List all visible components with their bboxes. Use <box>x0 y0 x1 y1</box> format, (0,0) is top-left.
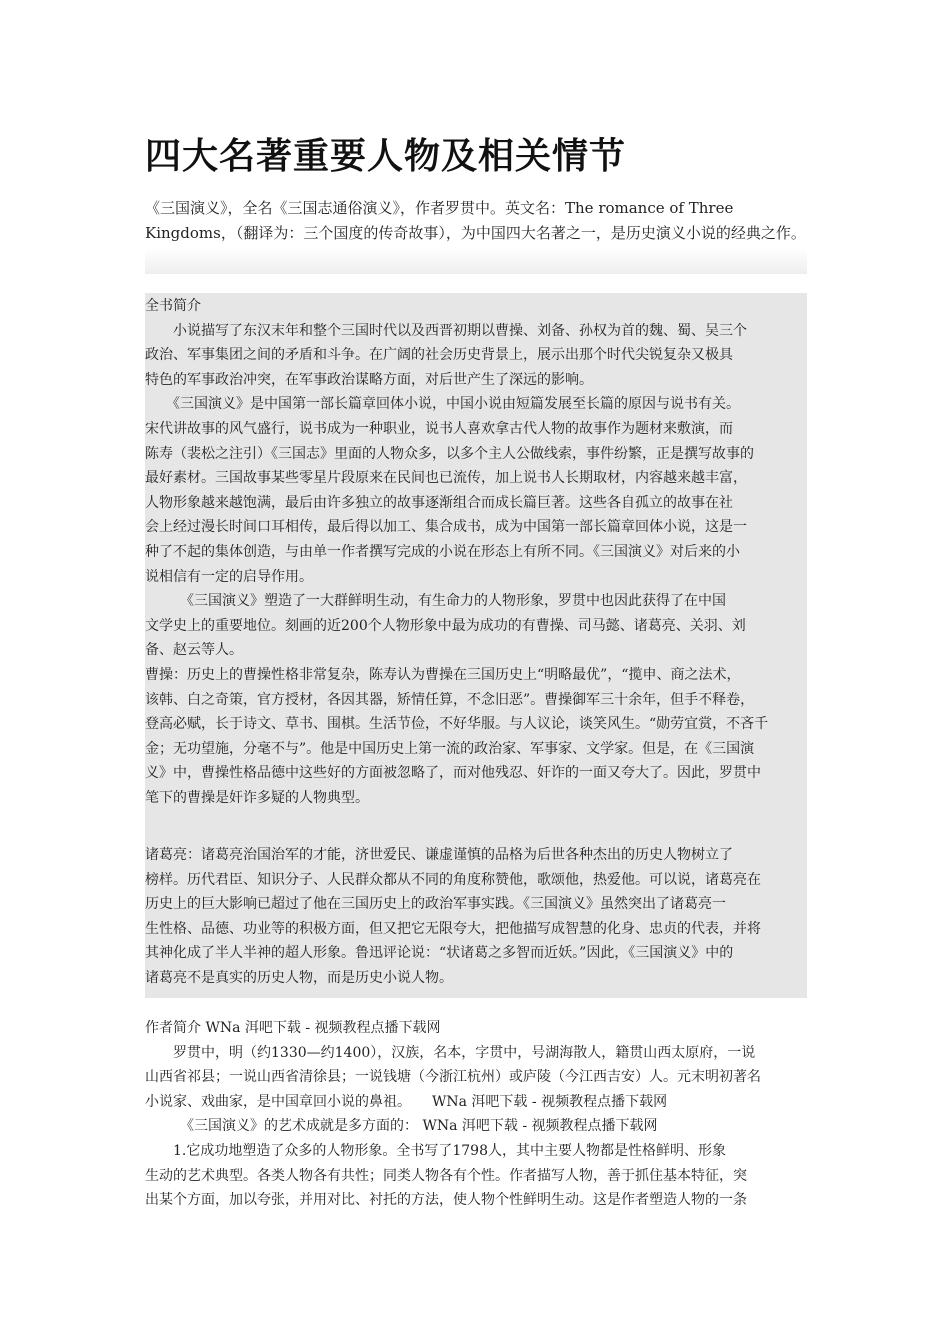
zhuge-liang-section: 诸葛亮：诸葛亮治国治军的才能，济世爱民、谦虚谨慎的品格为后世各种杰出的历史人物树立了 榜样。历代君臣、知识分子、人民群众都从不同的角度称赞他，歌颂他，热爱他。可以说，诸葛亮在 历史上的巨大影响已超过了他在三国历史上的政治军事实践。《三国演义》虽然突出了诸葛亮一 生性格、品德、功业等的积极方面，但又把它无限夸大，把他描写成智慧的化身、忠贞的代表，并将 其神化成了半人半神的超人形象。鲁迅评论说：“状诸葛之多智而近妖。”因此，《三国演义》中的 诸葛亮不是真实的历史人物，而是历史小说人物。 <box>145 847 761 986</box>
intro-paragraph: 《三国演义》，全名《三国志通俗演义》，作者罗贯中。英文名：The romance of Three Kingdoms，（翻译为：三个国度的传奇故事），为中国四大名著之一，是历史演义小说的经典之作。 <box>145 199 806 242</box>
book-summary-section: 全书简介 小说描写了东汉末年和整个三国时代以及西晋初期以曹操、刘备、孙权为首的魏、蜀、吴三个 政治、军事集团之间的矛盾和斗争。在广阔的社会历史背景上，展示出那个时代尖锐复杂又极具 特色的军事政治冲突，在军事政治谋略方面，对后世产生了深远的影响。 《三国演义》是中国第一部长篇章回体小说，中国小说由短篇发展至长篇的原因与说书有关。 宋代讲故事的风气盛行，说书成为一种职业，说书人喜欢拿古代人物的故事作为题材来敷演，而 陈寿（裴松之注引）《三国志》里面的人物众多，以多个主人公做线索，事件纷繁，正是撰写故事的 最好素材。三国故事某些零星片段原来在民间也已流传，加上说书人长期取材，内容越来越丰富， 人物形象越来越饱满，最后由许多独立的故事逐渐组合而成长篇巨著。这些各自孤立的故事在社 会上经过漫长时间口耳相传，最后得以加工、集合成书，成为中国第一部长篇章回体小说，这是一 种了不起的集体创造，与由单一作者撰写完成的小说在形态上有所不同。《三国演义》对后来的小 说相信有一定的启导作用。 《三国演义》塑造了一大群鲜明生动，有生命力的人物形象，罗贯中也因此获得了在中国 文学史上的重要地位。刻画的近200个人物形象中最为成功的有曹操、司马懿、诸葛亮、关羽、刘 备、赵云等人。 曹操：历史上的曹操性格非常复杂，陈寿认为曹操在三国历史上“明略最优”，“揽申、商之法术， 该韩、白之奇策，官方授材，各因其器，矫情任算，不念旧恶”。曹操御军三十余年，但手不释卷， 登高必赋，长于诗文、草书、围棋。生活节俭，不好华服。与人议论，谈笑风生。“勋劳宜赏，不吝千 金；无功望施，分毫不与”。他是中国历史上第一流的政治家、军事家、文学家。但是，在《三国演 义》中，曹操性格品德中这些好的方面被忽略了，而对他残忍、奸诈的一面又夸大了。因此，罗贯中 笔下的曹操是奸诈多疑的人物典型。 <box>145 298 769 806</box>
intro-fade-band <box>145 248 807 274</box>
page-title: 四大名著重要人物及相关情节 <box>145 135 627 177</box>
author-section: 作者简介 WNa 洱吧下载 - 视频教程点播下载网 罗贯中，明（约1330—约1400），汉族，名本，字贯中，号湖海散人，籍贯山西太原府，一说 山西省祁县；一说山西省清徐县；一说钱塘（今浙江杭州）或庐陵（今江西吉安）人。元末明初著名 小说家、戏曲家，是中国章回小说的鼻祖。 WNa 洱吧下载 - 视频教程点播下载网 《三国演义》的艺术成就是多方面的： WNa 洱吧下载 - 视频教程点播下载网 1.它成功地塑造了众多的人物形象。全书写了1798人，其中主要人物都是性格鲜明、形象 生动的艺术典型。各类人物各有共性；同类人物各有个性。作者描写人物，善于抓住基本特征，突 出某个方面，加以夸张，并用对比、衬托的方法，使人物个性鲜明生动。这是作者塑造人物的一条 <box>145 1020 761 1209</box>
